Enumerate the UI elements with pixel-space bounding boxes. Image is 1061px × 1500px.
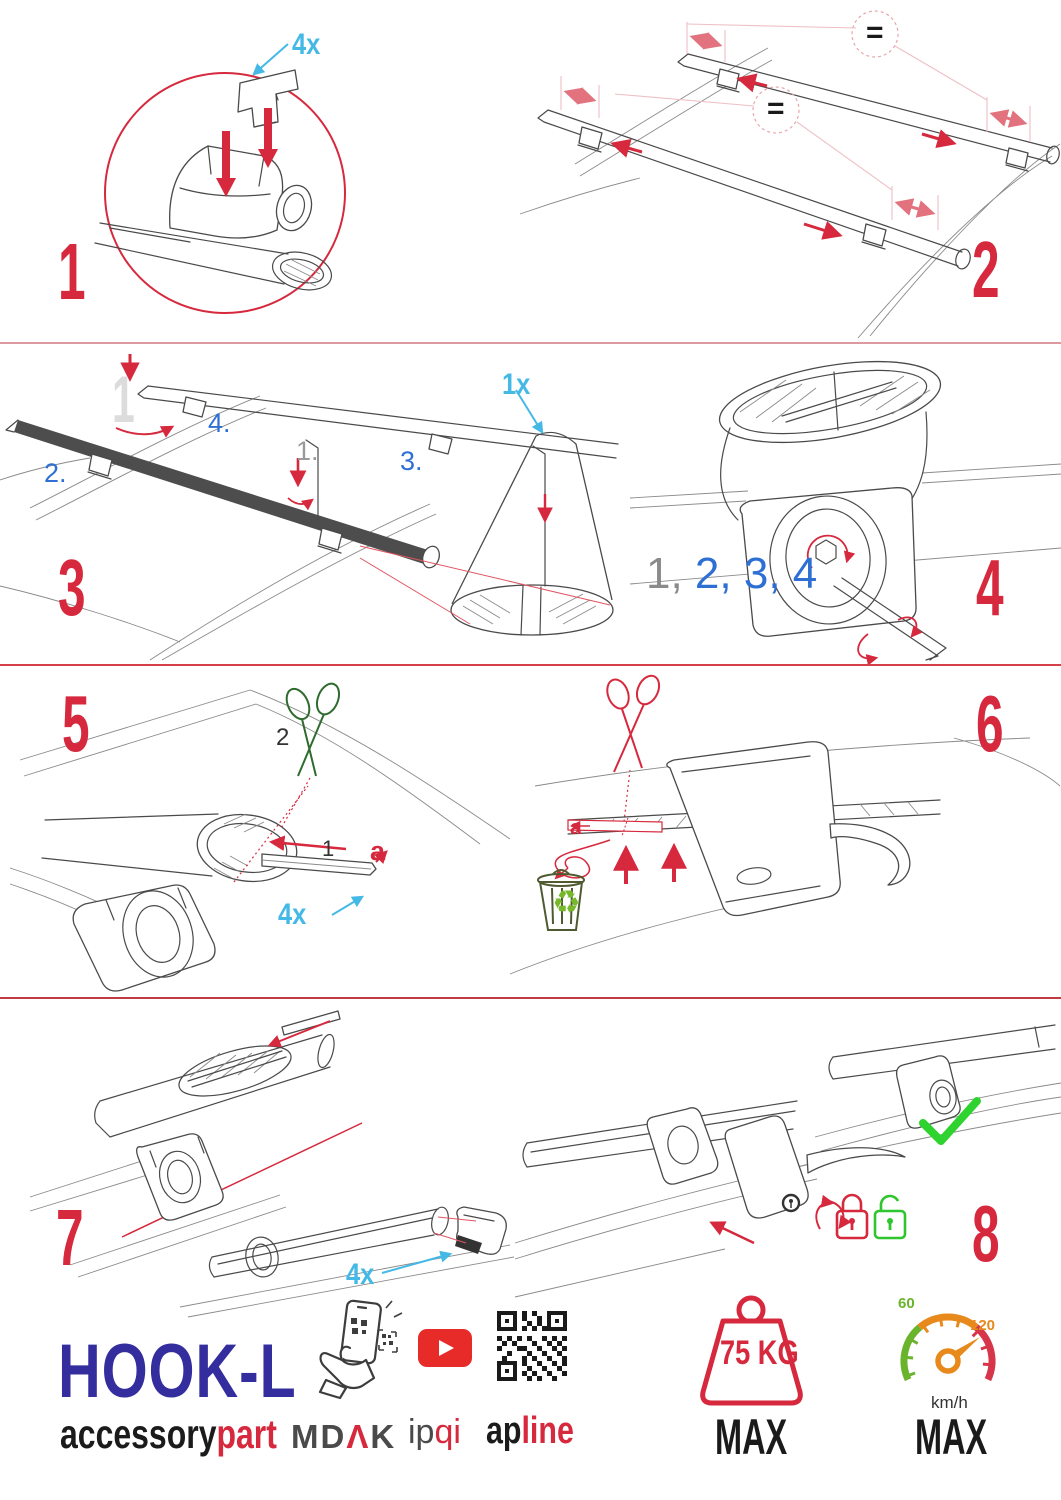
lock-closed-icon: [837, 1195, 867, 1238]
clamp-cover: [667, 742, 840, 916]
clamp-hook: [830, 824, 910, 885]
logo-apline-red: line: [521, 1410, 574, 1452]
qty-label-step5: 4x: [278, 898, 307, 931]
measure-arrows: [567, 37, 1024, 213]
step3-order2: 2.: [44, 458, 67, 488]
step3-order3: 3.: [400, 446, 423, 476]
step3-order1: 1.: [296, 436, 319, 466]
qr-code: [497, 1311, 567, 1381]
step5-cut-label: 2: [276, 724, 290, 751]
step3-diagram: [0, 348, 625, 660]
step5-insert-label: 1: [322, 836, 335, 861]
step4-number: 4: [976, 543, 1003, 632]
step7-number: 7: [56, 1193, 83, 1282]
weight-max-label: MAX: [715, 1409, 788, 1465]
qty-label-step1: 4x: [292, 28, 321, 61]
step4-sequence: [646, 549, 818, 598]
step5-strip-letter: a: [370, 836, 386, 866]
logo-mdak-pre: MD: [291, 1418, 347, 1455]
speed-unit-label: km/h: [931, 1393, 968, 1412]
step2-number: 2: [972, 225, 999, 314]
brand-logo: [60, 1411, 277, 1457]
step7-diagram: [30, 1005, 520, 1323]
speed-min-label: 60: [898, 1295, 915, 1312]
equals-symbol-top: =: [866, 16, 884, 49]
logo-ipqi: [408, 1415, 461, 1449]
logo-ipqi-black: ip: [408, 1413, 435, 1451]
step3-order4: 4.: [208, 408, 231, 438]
logo-apline-black: ap: [486, 1410, 522, 1452]
speed-max-label: MAX: [915, 1409, 988, 1465]
step5-number: 5: [62, 679, 89, 768]
logo-ipqi-red: qi: [434, 1413, 461, 1451]
step6-strip-letter: a: [570, 817, 582, 839]
brand-logo-black: accessory: [60, 1411, 217, 1457]
logo-mdak-lambda: Λ: [346, 1418, 371, 1455]
scissors-icon-red: [603, 672, 663, 772]
qty-label-step7: 4x: [346, 1258, 375, 1291]
sequence-gray: 1,: [646, 549, 683, 598]
product-name: HOOK-L: [58, 1329, 297, 1414]
step8-number: 8: [972, 1189, 999, 1278]
recycle-icon: ♻: [552, 884, 581, 920]
lock-open-icon: [875, 1196, 905, 1238]
logo-mdak-post: K: [370, 1418, 397, 1455]
step6-number: 6: [976, 679, 1003, 768]
step3-ghost-digit: 1: [112, 362, 135, 436]
weight-value: 75 KG: [720, 1334, 799, 1372]
phone-scan-icon: [314, 1296, 406, 1398]
step3-number: 3: [58, 543, 85, 632]
logo-apline: [486, 1412, 574, 1450]
sequence-blue: 2, 3, 4: [682, 549, 818, 598]
push-up-arrows: [626, 848, 674, 884]
step1-diagram: [40, 28, 390, 338]
qty-label-step3: 1x: [502, 368, 531, 401]
equals-symbol-mid: =: [767, 92, 785, 125]
youtube-icon: [418, 1329, 472, 1369]
speed-high-label: 120: [970, 1317, 996, 1334]
section-divider-2: [0, 664, 1061, 666]
brand-logo-red: part: [216, 1411, 277, 1457]
logo-mdak: [291, 1420, 396, 1453]
section-divider-1: [0, 342, 1061, 344]
section-divider-3: [0, 997, 1061, 999]
magnified-bar-end: [451, 432, 613, 635]
step1-number: 1: [58, 227, 85, 316]
